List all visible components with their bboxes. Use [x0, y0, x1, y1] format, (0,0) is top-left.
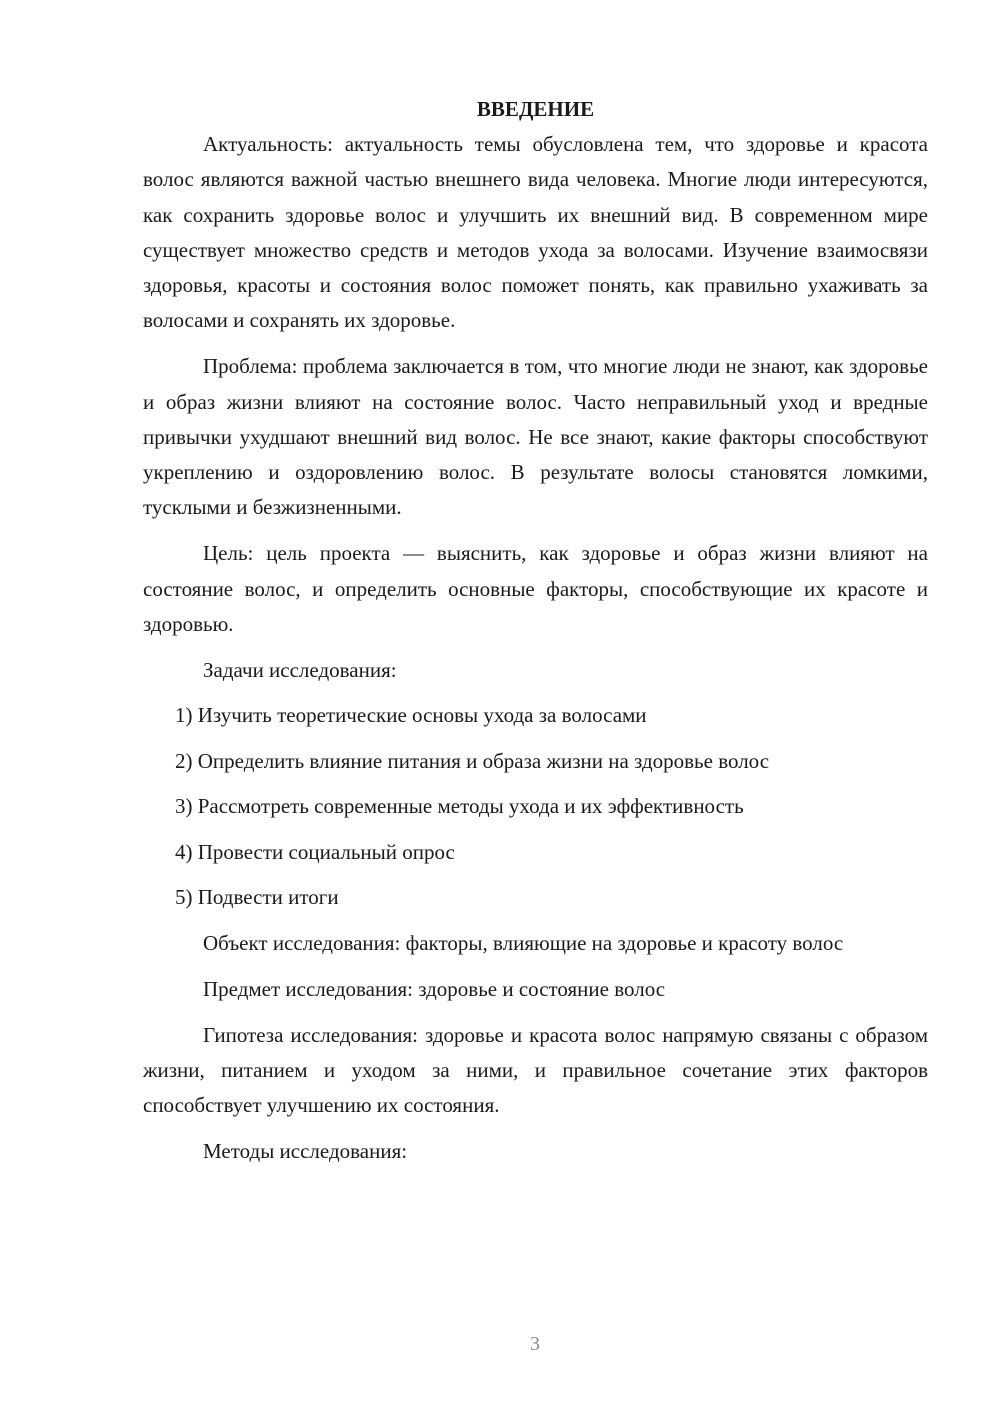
paragraph-goal: Цель: цель проекта — выяснить, как здоровье и образ жизни влияют на состояние волос, и определить основные факторы, способствующие их красоте и здоровью. — [143, 541, 928, 636]
tasks-list — [143, 698, 928, 915]
list-item: 4) Провести социальный опрос — [175, 839, 455, 864]
list-item: 1) Изучить теоретические основы ухода за волосами — [175, 703, 647, 728]
document-body — [143, 92, 928, 1169]
paragraph-object: Объект исследования: факторы, влияющие на здоровье и красоту волос — [203, 930, 844, 955]
list-item: 5) Подвести итоги — [175, 885, 339, 910]
paragraph-methods-title: Методы исследования: — [203, 1138, 408, 1163]
list-item: 2) Определить влияние питания и образа жизни на здоровье волос — [175, 748, 770, 773]
list-item: 3) Рассмотреть современные методы ухода и их эффективность — [175, 794, 744, 819]
paragraph-relevance: Актуальность: актуальность темы обусловлена тем, что здоровье и красота волос являются важной частью внешнего вида человека. Многие люди интересуются, как сохранить здоровье волос и улучшить их внешний вид. В современном мире существует множество средств и методов ухода за волосами. Изучение взаимосвязи здоровья, красоты и состояния волос поможет понять, как правильно ухаживать за волосами и сохранять их здоровье. — [143, 132, 928, 333]
paragraph-subject: Предмет исследования: здоровье и состояние волос — [203, 976, 666, 1001]
paragraph-problem: Проблема: проблема заключается в том, что многие люди не знают, как здоровье и образ жизни влияют на состояние волос. Часто неправильный уход и вредные привычки ухудшают внешний вид волос. Не все знают, какие факторы способствуют укреплению и оздоровлению волос. В результате волосы становятся ломкими, тусклыми и безжизненными. — [143, 354, 928, 520]
paragraph-tasks-title: Задачи исследования: — [203, 657, 397, 682]
paragraph-hypothesis: Гипотеза исследования: здоровье и красота волос напрямую связаны с образом жизни, питанием и уходом за ними, и правильное сочетание этих факторов способствует улучшению их состояния. — [143, 1022, 928, 1118]
page-number: 3 — [530, 1333, 540, 1355]
section-heading: ВВЕДЕНИЕ — [476, 97, 595, 121]
